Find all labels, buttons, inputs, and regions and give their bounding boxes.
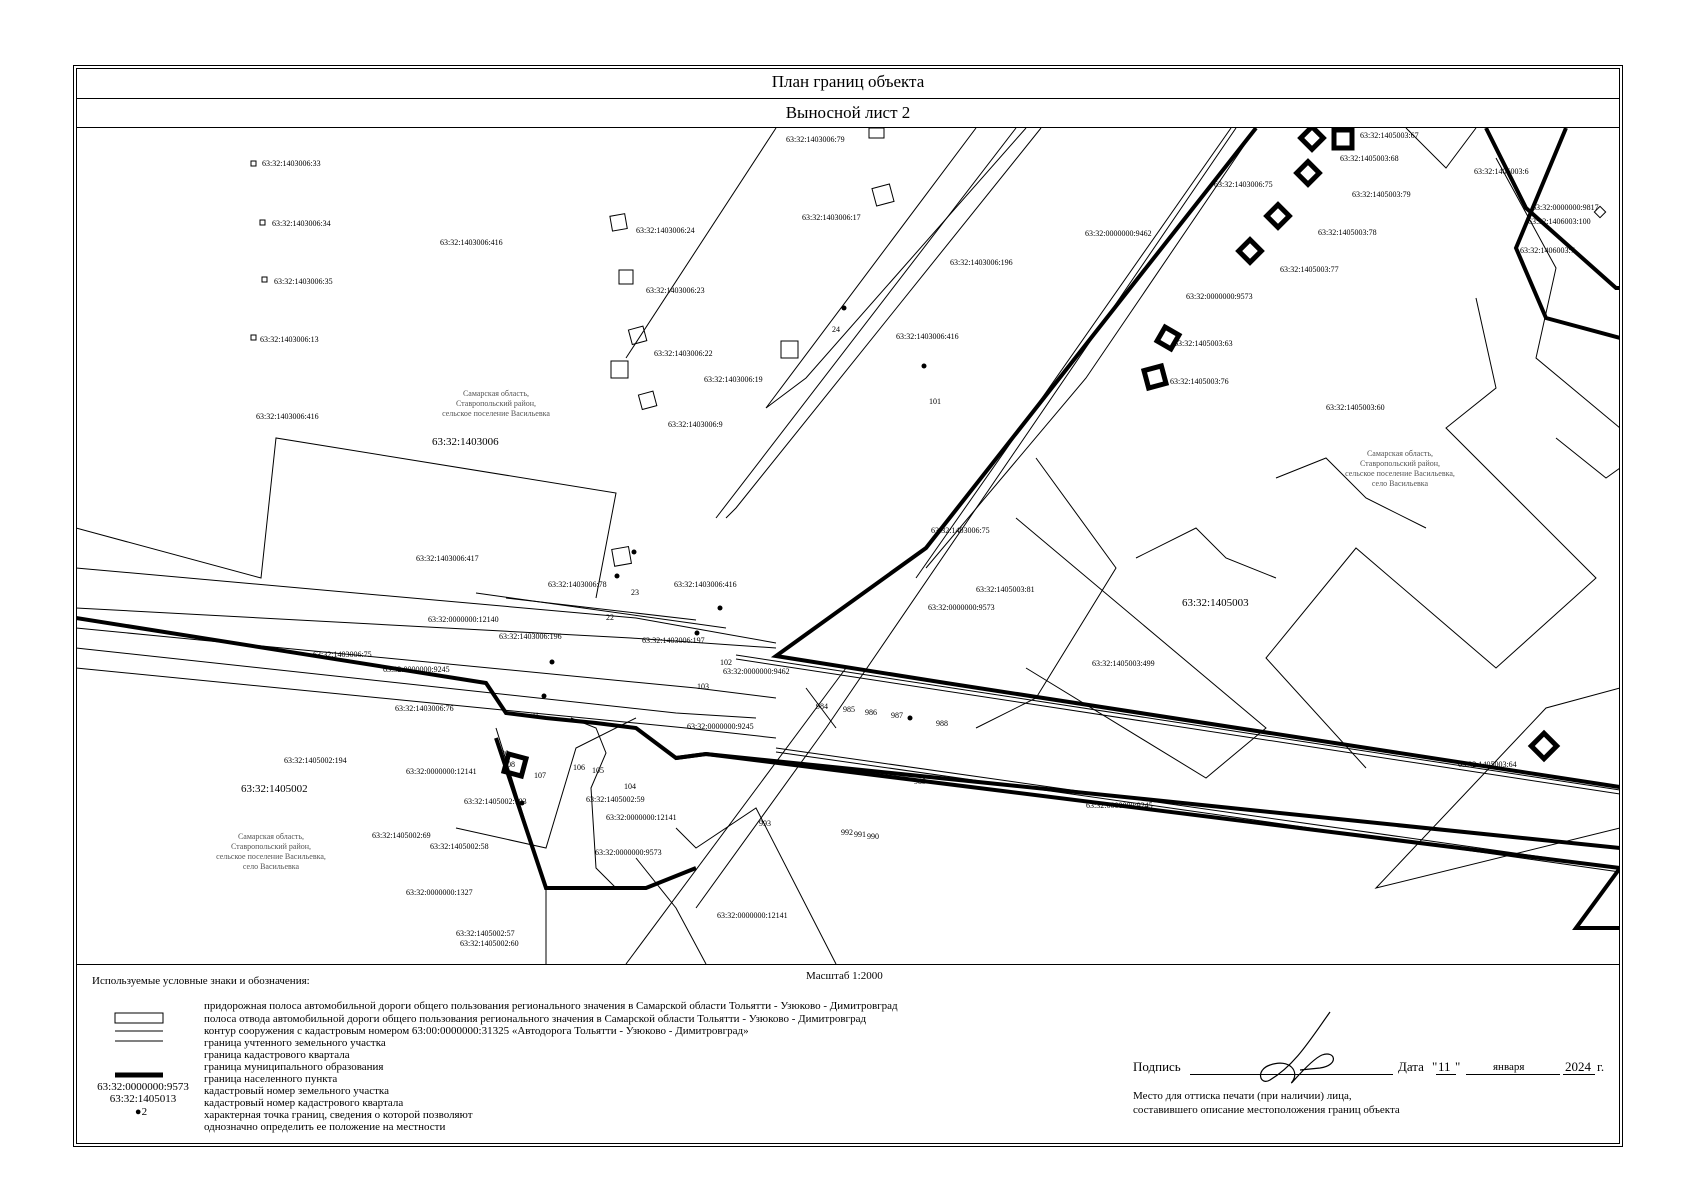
parcel-label: 63:32:1403006:22	[654, 349, 713, 358]
legend-parcel-number-sample: 63:32:0000000:9573	[97, 1081, 189, 1093]
day-line	[1436, 1074, 1456, 1075]
date-close-quote: "	[1455, 1059, 1461, 1074]
settlement-text-left: сельское поселение Васильевка	[442, 409, 550, 418]
parcel-label: 63:32:0000000:12141	[406, 767, 477, 776]
page-title: План границ объекта	[771, 72, 925, 91]
parcel-label: 63:32:1403006:33	[262, 159, 321, 168]
parcel-label: 63:32:1403006:75	[1214, 180, 1273, 189]
legend-item-municipal-boundary: граница муниципального образования	[204, 1061, 384, 1073]
settlement-text-left: Самарская область,	[462, 389, 530, 398]
point-number: 987	[891, 711, 903, 720]
parcel-label: 63:32:1403006:24	[636, 226, 695, 235]
parcel-label: 63:32:1405002:57	[456, 929, 515, 938]
parcel-label: 63:32:1403006:9	[668, 420, 723, 429]
quarter-label: 63:32:1405002	[241, 783, 308, 795]
parcel-label: 63:32:1403006:17	[802, 213, 861, 222]
quarter-label: 63:32:1405003	[1182, 597, 1249, 609]
handwritten-signature	[1240, 1010, 1350, 1095]
point-number: 108	[503, 760, 515, 769]
parcel-label: 63:32:1403006:416	[896, 332, 959, 341]
point-number: 21	[531, 711, 539, 720]
settlement-text-right: Самарская область,	[1366, 449, 1434, 458]
settlement-text-bottom: Самарская область,	[237, 832, 305, 841]
parcel-label: 63:32:1403006:79	[786, 135, 845, 144]
date-label: Дата	[1398, 1059, 1424, 1074]
legend-item-right-of-way: полоса отвода автомобильной дороги общего пользования регионального значения в Самарской области Тольятти - Узюково - Димитровград	[204, 1013, 867, 1025]
settlement-text-bottom: село Васильевка	[242, 862, 300, 871]
parcel-label: 63:32:1405003:81	[976, 585, 1035, 594]
date-open-quote: "	[1432, 1059, 1438, 1074]
legend-item-parcel-boundary: граница учтенного земельного участка	[204, 1037, 386, 1049]
parcel-label: 63:32:1405002:58	[430, 842, 489, 851]
legend-quarter-number-sample: 63:32:1405013	[109, 1093, 177, 1105]
point-number: 101	[929, 397, 941, 406]
settlement-text-right: сельское поселение Васильевка,	[1345, 469, 1455, 478]
settlement-text-left: Ставропольский район,	[455, 399, 537, 408]
legend-point-sample: ●2	[134, 1106, 148, 1118]
legend-item-parcel-number: кадастровый номер земельного участка	[204, 1085, 389, 1097]
parcel-label: 63:32:1406003:100	[1528, 217, 1591, 226]
year-line	[1563, 1074, 1595, 1075]
point-number: 985	[843, 705, 855, 714]
point-number: 23	[631, 588, 639, 597]
point-number: 988	[936, 719, 948, 728]
parcel-label: 63:32:1405002:69	[372, 831, 431, 840]
parcel-label: 63:32:1405003:499	[1092, 659, 1155, 668]
date-month: января	[1493, 1061, 1525, 1073]
parcel-label: 63:32:1405003:78	[1318, 228, 1377, 237]
parcel-label: 63:32:0000000:9462	[723, 667, 790, 676]
seal-note-line2: составившего описание местоположения границ объекта	[1133, 1104, 1400, 1116]
month-line	[1466, 1074, 1560, 1075]
legend-item-settlement-boundary: граница населенного пункта	[204, 1073, 338, 1085]
legend-title: Используемые условные знаки и обозначения:	[92, 975, 310, 987]
point-number: 990	[867, 832, 879, 841]
point-number: 991	[854, 830, 866, 839]
parcel-label: 63:32:1403006:197	[642, 636, 705, 645]
point-number: 986	[865, 708, 877, 717]
parcel-label: 63:32:0000000:9245	[383, 665, 450, 674]
map-bottom-divider	[76, 964, 1620, 965]
parcel-label: 63:32:1405002:59	[586, 795, 645, 804]
parcel-label: 63:32:1405003:76	[1170, 377, 1229, 386]
signature-label: Подпись	[1133, 1059, 1181, 1074]
parcel-label: 63:32:1403006:416	[256, 412, 319, 421]
parcel-label: 63:32:1403006:23	[646, 286, 705, 295]
parcel-label: 63:32:0000000:9462	[1085, 229, 1152, 238]
legend-item-quarter-number: кадастровый номер кадастрового квартала	[204, 1097, 404, 1109]
settlement-boundary	[76, 128, 1620, 928]
date-year: 2024	[1565, 1059, 1591, 1074]
point-number: 993	[759, 819, 771, 828]
legend-point-number: 2	[141, 1106, 148, 1118]
parcel-label: 63:32:1405003:77	[1280, 265, 1339, 274]
parcel-label: 63:32:0000000:9817	[1532, 203, 1599, 212]
cadastral-map	[76, 128, 1620, 964]
parcel-label: 63:32:1406003:6	[1474, 167, 1529, 176]
parcel-label: 63:32:0000000:9245	[687, 722, 754, 731]
point-number: 20	[501, 749, 509, 758]
parcel-label: 63:32:1403006:196	[950, 258, 1013, 267]
parcel-label: 63:32:1403006:35	[274, 277, 333, 286]
parcel-label: 63:32:1403006:416	[674, 580, 737, 589]
parcel-label: 63:32:1403006:19	[704, 375, 763, 384]
parcel-label: 63:32:1405003:60	[1326, 403, 1385, 412]
parcel-label: 63:32:1403006:417	[416, 554, 479, 563]
title-divider	[76, 98, 1620, 99]
parcel-label: 63:32:0000000:9573	[1186, 292, 1253, 301]
point-number: 984	[816, 702, 828, 711]
point-number: 989	[914, 777, 926, 786]
parcel-label: 63:32:1405003:68	[1340, 154, 1399, 163]
legend-item-quarter-boundary: граница кадастрового квартала	[204, 1049, 350, 1061]
parcel-label: 63:32:0000000:9573	[595, 848, 662, 857]
point-number: 24	[832, 325, 840, 334]
date-day: 11	[1438, 1059, 1451, 1074]
seal-note-line1: Место для оттиска печати (при наличии) лица,	[1133, 1090, 1352, 1102]
parcel-label: 63:32:1406003:7	[1520, 246, 1575, 255]
parcel-label: 63:32:1405003:63	[1174, 339, 1233, 348]
parcel-label: 63:32:1403006:196	[499, 632, 562, 641]
parcel-label: 63:32:1405003:79	[1352, 190, 1411, 199]
parcel-label: 63:32:0000000:9573	[928, 603, 995, 612]
point-number: 107	[534, 771, 546, 780]
legend-item-point-cont: однозначно определить ее положение на местности	[204, 1121, 446, 1133]
point-number: 106	[573, 763, 585, 772]
settlement-text-right: Ставропольский район,	[1359, 459, 1441, 468]
parcel-label: 63:32:1405002:193	[464, 797, 527, 806]
parcel-label: 63:32:1405003:67	[1360, 131, 1419, 140]
legend-item-point: характерная точка границ, сведения о которой позволяют	[204, 1109, 473, 1121]
parcel-label: 63:32:1405003:64	[1458, 760, 1517, 769]
settlement-text-right: село Васильевка	[1371, 479, 1429, 488]
parcel-label: 63:32:1403006:76	[395, 704, 454, 713]
parcel-label: 63:32:0000000:12140	[428, 615, 499, 624]
parcel-label: 63:32:1403006:78	[548, 580, 607, 589]
point-number: 105	[592, 766, 604, 775]
parcel-label: 63:32:1405002:60	[460, 939, 519, 948]
parcel-label: 63:32:1403006:13	[260, 335, 319, 344]
legend-roadside-symbol	[115, 1013, 163, 1023]
parcel-label: 63:32:1403006:75	[313, 650, 372, 659]
point-number: 992	[841, 828, 853, 837]
settlement-text-bottom: сельское поселение Васильевка,	[216, 852, 326, 861]
sheet-subtitle: Выносной лист 2	[785, 103, 911, 122]
parcel-label: 63:32:0000000:1327	[406, 888, 473, 897]
parcel-label: 63:32:1405002:194	[284, 756, 347, 765]
settlement-text-bottom: Ставропольский район,	[230, 842, 312, 851]
parcel-label: 63:32:0000000:12141	[606, 813, 677, 822]
legend-item-structure: контур сооружения с кадастровым номером 63:00:0000000:31325 «Автодорога Тольятти - Узюково - Димитровград»	[204, 1025, 749, 1037]
map-scale: Масштаб 1:2000	[806, 970, 883, 982]
parcel-label: 63:32:0000000:12141	[717, 911, 788, 920]
quarter-label: 63:32:1403006	[432, 436, 499, 448]
parcel-label: 63:32:0000000:9245	[1086, 801, 1153, 810]
legend-item-roadside: придорожная полоса автомобильной дороги общего пользования регионального значения в Самарской области Тольятти - Узюково - Димитровград	[204, 1000, 898, 1012]
point-number: 104	[624, 782, 636, 791]
parcel-label: 63:32:1403006:416	[440, 238, 503, 247]
parcel-label: 63:32:1403006:34	[272, 219, 331, 228]
point-number: 102	[720, 658, 732, 667]
date-year-suffix: г.	[1597, 1059, 1605, 1074]
point-number: 103	[697, 682, 709, 691]
parcel-label: 63:32:1403006:75	[931, 526, 990, 535]
point-number: 22	[606, 613, 614, 622]
